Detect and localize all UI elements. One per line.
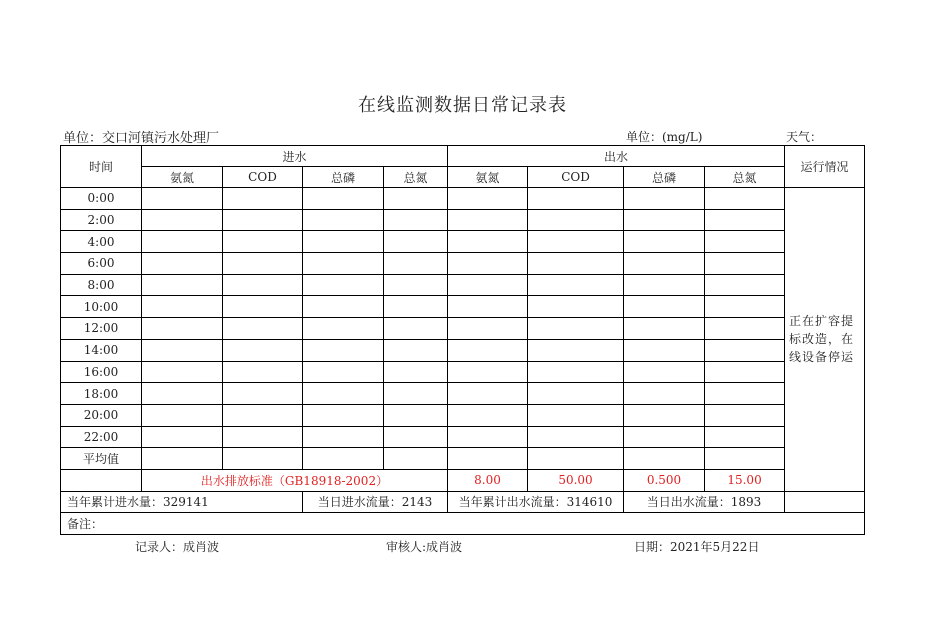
reading-cell[interactable] [142, 274, 223, 296]
reading-cell[interactable] [303, 209, 384, 231]
standard-value: 50.00 [528, 469, 624, 491]
reading-cell[interactable] [528, 231, 624, 253]
reading-cell[interactable] [624, 318, 705, 340]
table-row [61, 318, 865, 340]
reading-cell[interactable] [624, 209, 705, 231]
reading-cell[interactable] [223, 209, 303, 231]
time-cell: 16:00 [61, 361, 142, 383]
reading-cell[interactable] [142, 209, 223, 231]
measurement-unit: 单位：(mg/L) [626, 130, 703, 144]
reading-cell[interactable] [384, 426, 448, 448]
reading-cell[interactable] [528, 361, 624, 383]
outflow-cod-header: COD [528, 167, 624, 188]
reading-cell[interactable] [705, 361, 785, 383]
reading-cell[interactable] [303, 253, 384, 275]
reading-cell[interactable] [528, 383, 624, 405]
reading-cell[interactable] [384, 274, 448, 296]
time-cell: 6:00 [61, 253, 142, 275]
reading-cell[interactable] [303, 318, 384, 340]
reading-cell[interactable] [223, 361, 303, 383]
reading-cell[interactable] [705, 383, 785, 405]
reading-cell[interactable] [223, 404, 303, 426]
reading-cell[interactable] [705, 296, 785, 318]
time-cell: 2:00 [61, 209, 142, 231]
reading-cell[interactable] [448, 253, 528, 275]
time-cell: 22:00 [61, 426, 142, 448]
time-cell: 8:00 [61, 274, 142, 296]
reading-cell[interactable] [223, 318, 303, 340]
table-row [61, 404, 865, 426]
standard-blank [61, 469, 142, 491]
average-label: 平均值 [61, 448, 142, 470]
annual-inflow: 当年累计进水量：329141 [61, 491, 303, 512]
reading-cell[interactable] [384, 383, 448, 405]
page-title: 在线监测数据日常记录表 [358, 95, 567, 116]
reading-cell[interactable] [705, 404, 785, 426]
status-cell: 正在扩容提标改造，在线设备停运 [785, 188, 865, 492]
reading-cell[interactable] [142, 318, 223, 340]
reading-cell[interactable] [624, 188, 705, 210]
reading-cell[interactable] [705, 274, 785, 296]
average-row [61, 448, 865, 470]
record-date: 日期：2021年5月22日 [634, 540, 760, 554]
reading-cell[interactable] [223, 253, 303, 275]
reading-cell[interactable] [705, 318, 785, 340]
reading-cell[interactable] [528, 274, 624, 296]
reading-cell[interactable] [528, 188, 624, 210]
reading-cell[interactable] [528, 209, 624, 231]
reading-cell[interactable] [448, 383, 528, 405]
reading-cell[interactable] [448, 209, 528, 231]
table-row [61, 339, 865, 361]
table-row [61, 274, 865, 296]
reading-cell[interactable] [705, 231, 785, 253]
average-cell[interactable] [624, 448, 705, 470]
reading-cell[interactable] [448, 274, 528, 296]
table-row [61, 383, 865, 405]
average-cell[interactable] [384, 448, 448, 470]
reading-cell[interactable] [303, 404, 384, 426]
time-cell: 14:00 [61, 339, 142, 361]
reading-cell[interactable] [223, 188, 303, 210]
standard-label: 出水排放标准（GB18918-2002） [142, 469, 448, 491]
table-row [61, 296, 865, 318]
monitoring-table [60, 145, 865, 535]
reading-cell[interactable] [303, 231, 384, 253]
table-row [61, 209, 865, 231]
annual-outflow: 当年累计出水流量：314610 [448, 491, 624, 512]
reading-cell[interactable] [528, 339, 624, 361]
reading-cell[interactable] [384, 318, 448, 340]
table-row [61, 361, 865, 383]
reading-cell[interactable] [142, 231, 223, 253]
reading-cell[interactable] [448, 426, 528, 448]
reading-cell[interactable] [223, 339, 303, 361]
reading-cell[interactable] [448, 339, 528, 361]
average-cell[interactable] [705, 448, 785, 470]
time-cell: 20:00 [61, 404, 142, 426]
organization-unit: 单位：交口河镇污水处理厂 [63, 131, 220, 146]
reading-cell[interactable] [142, 361, 223, 383]
reading-cell[interactable] [303, 339, 384, 361]
inflow-cod-header: COD [223, 167, 303, 188]
reviewer: 审核人:成肖波 [386, 540, 463, 554]
time-cell: 18:00 [61, 383, 142, 405]
average-cell[interactable] [142, 448, 223, 470]
reading-cell[interactable] [384, 209, 448, 231]
reading-cell[interactable] [303, 383, 384, 405]
reading-cell[interactable] [624, 253, 705, 275]
reading-cell[interactable] [303, 188, 384, 210]
time-cell: 4:00 [61, 231, 142, 253]
reading-cell[interactable] [384, 253, 448, 275]
reading-cell[interactable] [448, 188, 528, 210]
reading-cell[interactable] [448, 361, 528, 383]
reading-cell[interactable] [384, 296, 448, 318]
reading-cell[interactable] [142, 296, 223, 318]
reading-cell[interactable] [142, 188, 223, 210]
totals-row [61, 491, 865, 512]
reading-cell[interactable] [142, 383, 223, 405]
average-cell[interactable] [303, 448, 384, 470]
time-header: 时间 [61, 146, 142, 188]
inflow-nitrogen-header: 总氮 [384, 167, 448, 188]
table-row [61, 188, 865, 210]
reading-cell[interactable] [223, 426, 303, 448]
average-cell[interactable] [223, 448, 303, 470]
reading-cell[interactable] [303, 426, 384, 448]
table-row [61, 231, 865, 253]
reading-cell[interactable] [528, 253, 624, 275]
inflow-header: 进水 [142, 146, 448, 167]
reading-cell[interactable] [142, 404, 223, 426]
inflow-ammonia-header: 氨氮 [142, 167, 223, 188]
reading-cell[interactable] [223, 296, 303, 318]
reading-cell[interactable] [624, 339, 705, 361]
reading-cell[interactable] [448, 318, 528, 340]
daily-outflow: 当日出水流量：1893 [624, 491, 785, 512]
reading-cell[interactable] [223, 274, 303, 296]
reading-cell[interactable] [624, 404, 705, 426]
reading-cell[interactable] [624, 274, 705, 296]
outflow-phosphorus-header: 总磷 [624, 167, 705, 188]
remarks-label[interactable]: 备注： [61, 512, 865, 534]
time-cell: 10:00 [61, 296, 142, 318]
outflow-header: 出水 [448, 146, 785, 167]
reading-cell[interactable] [223, 231, 303, 253]
inflow-phosphorus-header: 总磷 [303, 167, 384, 188]
reading-cell[interactable] [384, 361, 448, 383]
reading-cell[interactable] [528, 426, 624, 448]
reading-cell[interactable] [303, 274, 384, 296]
weather-field: 天气： [786, 130, 823, 144]
table-row [61, 253, 865, 275]
standard-value: 0.500 [624, 469, 705, 491]
reading-cell[interactable] [705, 253, 785, 275]
reading-cell[interactable] [384, 231, 448, 253]
recorder: 记录人：成肖波 [135, 540, 220, 554]
outflow-nitrogen-header: 总氮 [705, 167, 785, 188]
reading-cell[interactable] [705, 339, 785, 361]
time-cell: 12:00 [61, 318, 142, 340]
average-cell[interactable] [448, 448, 528, 470]
reading-cell[interactable] [384, 404, 448, 426]
totals-blank [785, 491, 865, 512]
reading-cell[interactable] [142, 253, 223, 275]
reading-cell[interactable] [142, 426, 223, 448]
standard-value: 8.00 [448, 469, 528, 491]
reading-cell[interactable] [448, 231, 528, 253]
remarks-row [61, 512, 865, 534]
table-row [61, 426, 865, 448]
reading-cell[interactable] [384, 339, 448, 361]
time-cell: 0:00 [61, 188, 142, 210]
reading-cell[interactable] [705, 209, 785, 231]
reading-cell[interactable] [528, 296, 624, 318]
reading-cell[interactable] [448, 296, 528, 318]
outflow-ammonia-header: 氨氮 [448, 167, 528, 188]
reading-cell[interactable] [528, 318, 624, 340]
average-cell[interactable] [528, 448, 624, 470]
reading-cell[interactable] [705, 426, 785, 448]
reading-cell[interactable] [624, 361, 705, 383]
reading-cell[interactable] [303, 361, 384, 383]
reading-cell[interactable] [223, 383, 303, 405]
reading-cell[interactable] [624, 383, 705, 405]
status-header: 运行情况 [785, 146, 865, 188]
reading-cell[interactable] [303, 296, 384, 318]
reading-cell[interactable] [624, 231, 705, 253]
standard-value: 15.00 [705, 469, 785, 491]
reading-cell[interactable] [448, 404, 528, 426]
reading-cell[interactable] [384, 188, 448, 210]
reading-cell[interactable] [705, 188, 785, 210]
reading-cell[interactable] [142, 339, 223, 361]
standard-row [61, 469, 865, 491]
reading-cell[interactable] [624, 426, 705, 448]
daily-inflow: 当日进水流量：2143 [303, 491, 448, 512]
reading-cell[interactable] [528, 404, 624, 426]
reading-cell[interactable] [624, 296, 705, 318]
